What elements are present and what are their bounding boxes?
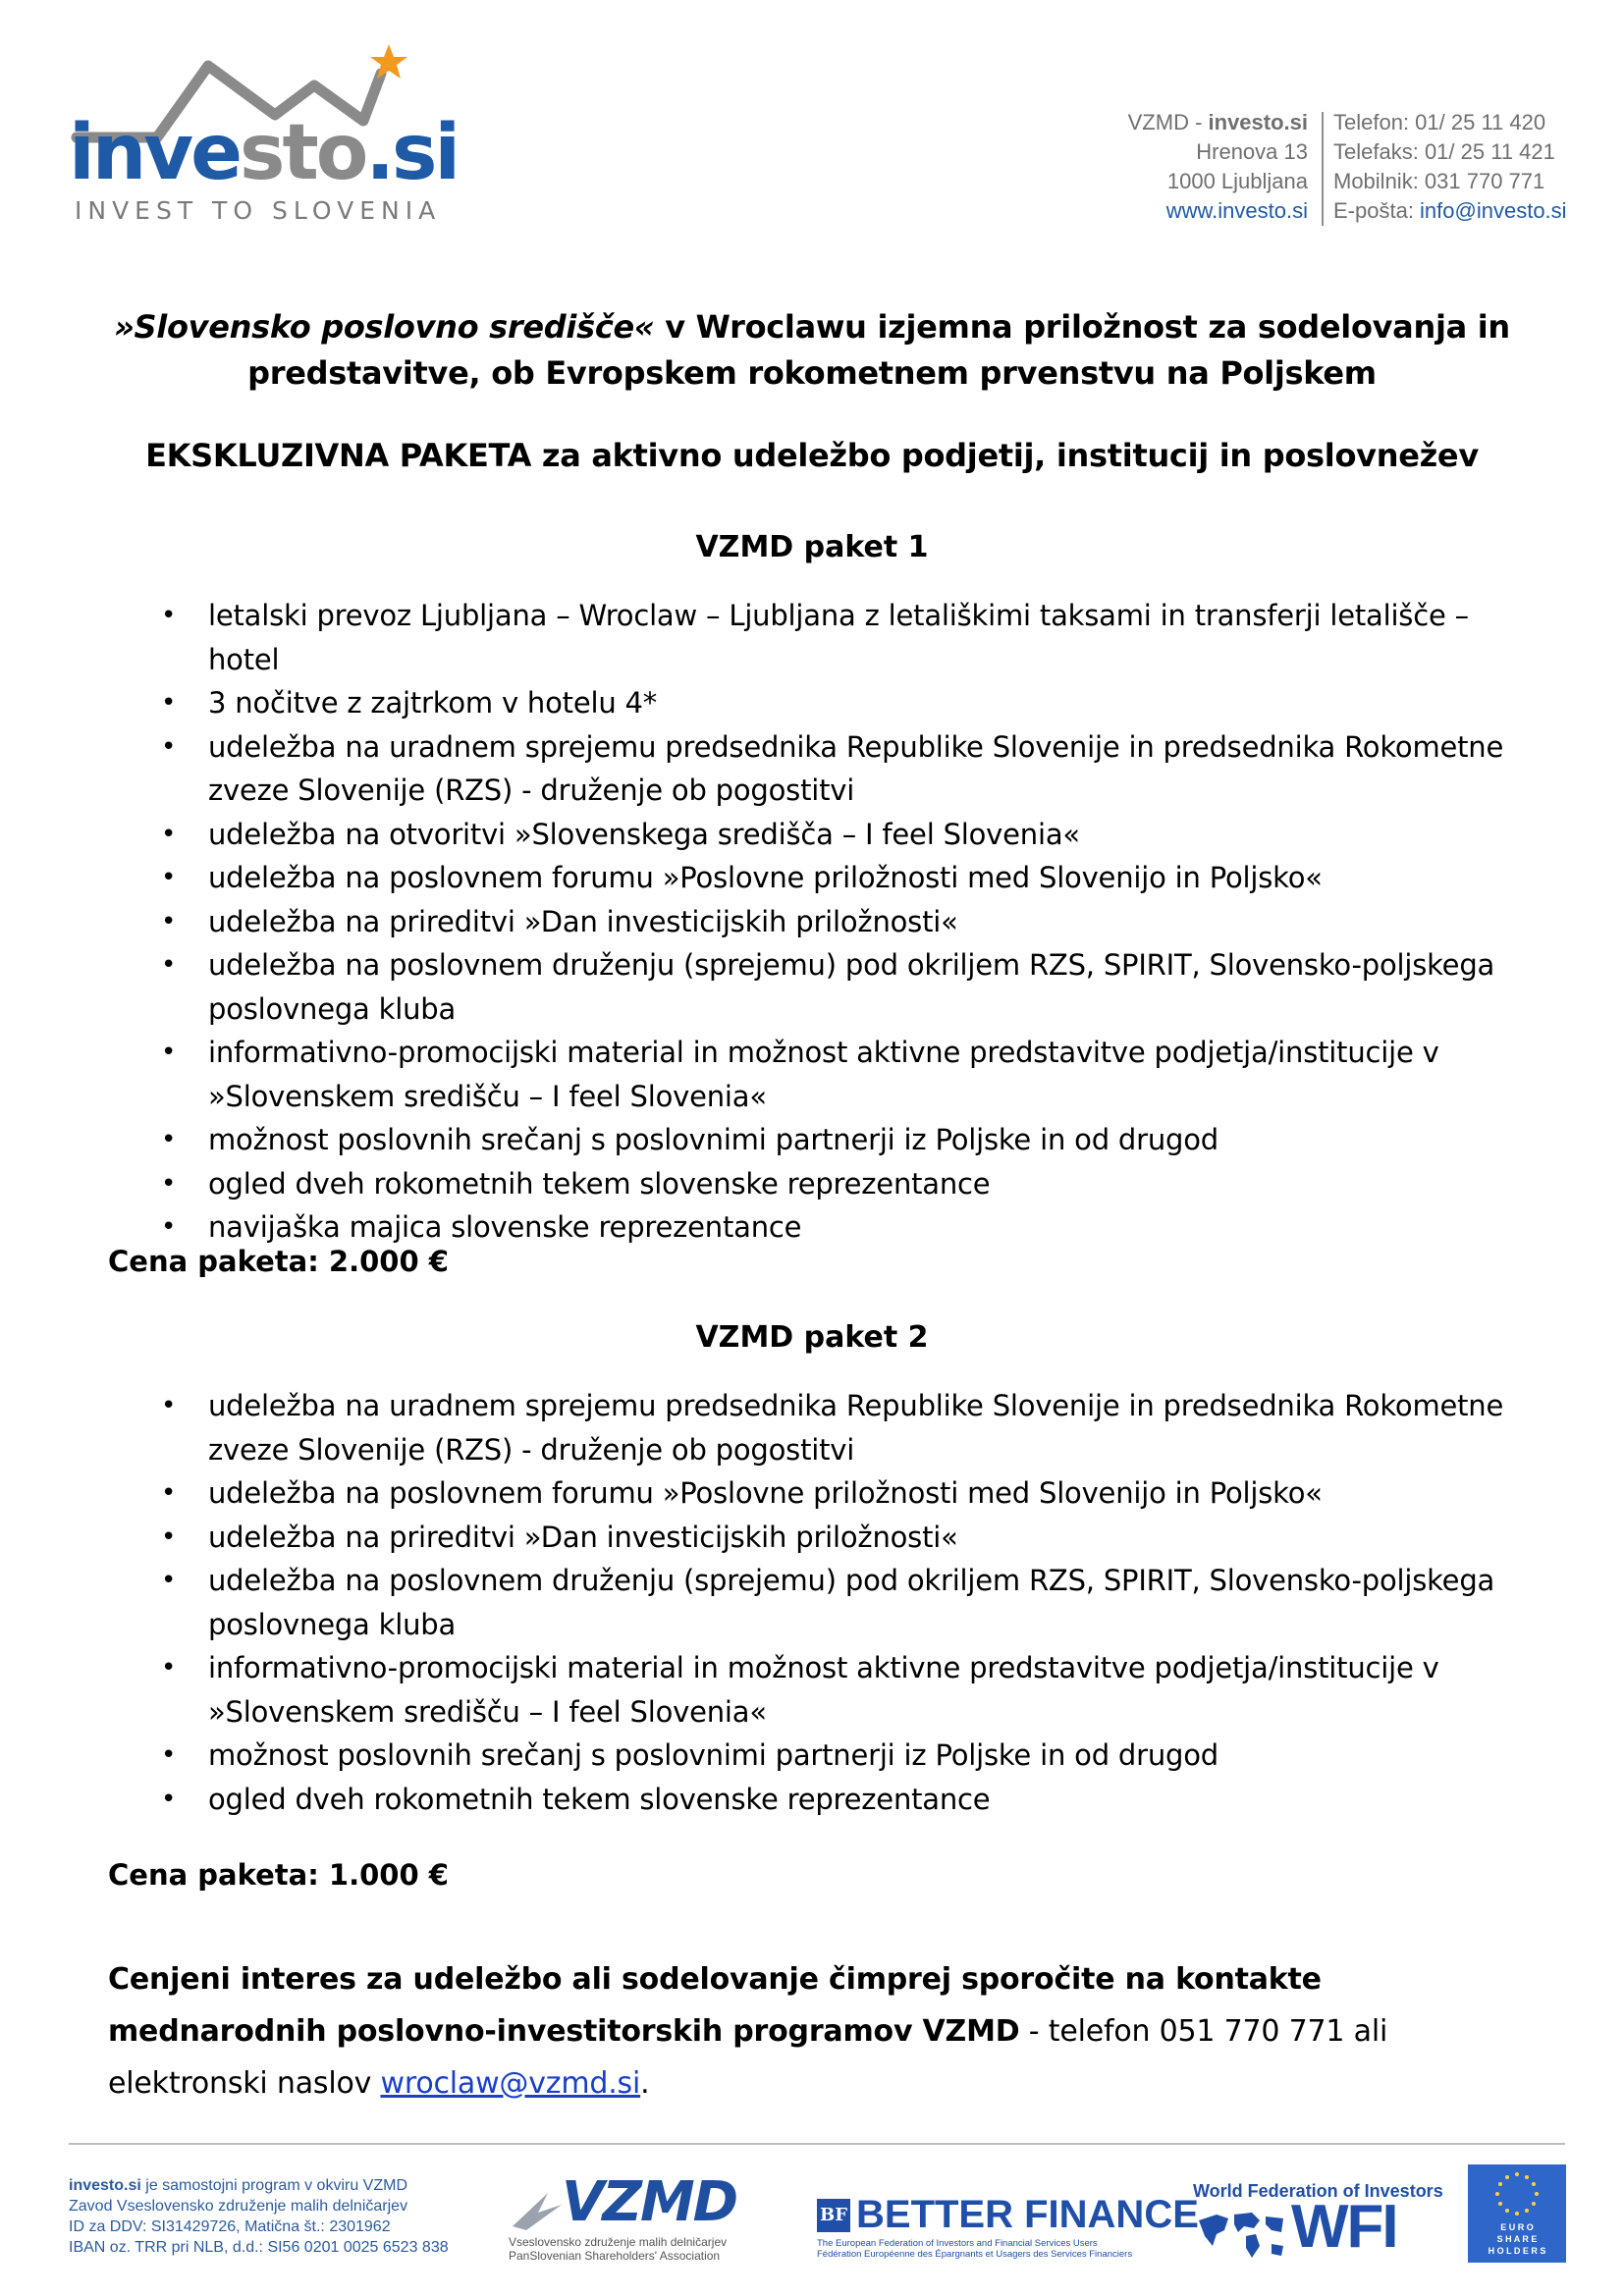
bullet-icon: • — [161, 1784, 177, 1814]
contact-website-link[interactable]: www.investo.si — [1165, 198, 1308, 223]
list-item: • udeležba na poslovnem druženju (sprejemu) pod okriljem RZS, SPIRIT, Slovensko-poljskega poslovnega kluba — [110, 1559, 1543, 1646]
bullet-icon: • — [161, 688, 177, 718]
bullet-icon: • — [161, 1125, 177, 1154]
bullet-icon: • — [161, 1478, 177, 1508]
footer-info — [69, 2175, 449, 2258]
list-item: • letalski prevoz Ljubljana – Wroclaw – Ljubljana z letališkimi taksami in transferji letališče – hotel — [110, 594, 1543, 681]
bullet-icon: • — [161, 1212, 177, 1242]
bullet-icon: • — [161, 1168, 177, 1199]
wfi-logo-name: WFI — [1291, 2193, 1397, 2261]
investo-logo — [69, 44, 459, 231]
contact-paragraph: Cenjeni interes za udeležbo ali sodelovanje čimprej sporočite na kontakte mednarodnih poslovno-investitorskih programov VZMD - telefon 051 770 771 ali elektronski naslov wroclaw@vzmd.si. — [108, 1962, 1388, 2101]
logo-wordmark: investo.si — [69, 109, 459, 197]
world-map-icon — [1195, 2207, 1288, 2266]
bullet-icon: • — [161, 1740, 177, 1770]
package-1-heading: VZMD paket 1 — [695, 530, 929, 564]
footer-line-2: Zavod Vseslovensko združenje malih delničarjev — [69, 2198, 408, 2215]
bullet-icon: • — [161, 601, 177, 630]
package-1-price: Cena paketa: 2.000 € — [108, 1245, 449, 1278]
contact-email: E-pošta: info@investo.si — [1333, 198, 1567, 223]
list-item: • udeležba na uradnem sprejemu predsednika Republike Slovenije in predsednika Rokometne zveze Slovenije (RZS) - druženje ob pogostitvi — [110, 1384, 1543, 1471]
list-item: • informativno-promocijski material in možnost aktivne predstavitve podjetja/institucije v »Slovenskem središču – I feel Slovenia« — [110, 1031, 1543, 1118]
logo-tagline: INVEST TO SLOVENIA — [75, 196, 442, 225]
list-item: • udeležba na uradnem sprejemu predsednika Republike Slovenije in predsednika Rokometne zveze Slovenije (RZS) - druženje ob pogostitvi — [110, 725, 1543, 813]
footer-line-4: IBAN oz. TRR pri NLB, d.d.: SI56 0201 0025 6523 838 — [69, 2239, 449, 2256]
title-line-1: »Slovensko poslovno središče« v Wroclawu izjemna priložnost za sodelovanja in — [114, 308, 1510, 346]
contact-phone: Telefon: 01/ 25 11 420 — [1333, 110, 1546, 134]
vzmd-logo-subtitle: Vseslovensko združenje malih delničarjev PanSlovenian Shareholders' Association — [509, 2235, 728, 2263]
package-2-heading: VZMD paket 2 — [695, 1320, 929, 1355]
bullet-icon: • — [161, 906, 177, 936]
vzmd-logo-name: VZMD — [562, 2170, 737, 2234]
list-item: • možnost poslovnih srečanj s poslovnimi partnerji iz Poljske in od drugod — [110, 1734, 1543, 1778]
euroshareholders-text: E U R O S H A R E H O L D E R S — [1488, 2222, 1546, 2256]
header-contact — [1080, 108, 1571, 231]
better-finance-subtitle: The European Federation of Investors and Financial Services Users Fédération Européenne des Épargnants et Usagers des Services Financiers — [817, 2238, 1133, 2260]
email-link[interactable]: wroclaw@vzmd.si — [380, 2066, 641, 2101]
contact-fax: Telefaks: 01/ 25 11 421 — [1333, 139, 1555, 164]
document-title — [108, 304, 1516, 397]
package-2-list — [110, 1384, 1543, 1821]
vzmd-swoosh-icon — [509, 2187, 564, 2234]
better-finance-name: BETTER FINANCE — [856, 2193, 1199, 2236]
bullet-icon: • — [161, 819, 177, 849]
list-item: • udeležba na poslovnem forumu »Poslovne priložnosti med Slovenijo in Poljsko« — [110, 856, 1543, 900]
bullet-icon: • — [161, 1653, 177, 1682]
list-item: • ogled dveh rokometnih tekem slovenske reprezentance — [110, 1162, 1543, 1206]
wfi-logo-top: World Federation of Investors — [1193, 2181, 1443, 2201]
bullet-icon: • — [161, 731, 177, 762]
bullet-icon: • — [161, 950, 177, 980]
better-finance-mark: BF — [817, 2199, 850, 2232]
list-item: • udeležba na prireditvi »Dan investicijskih priložnosti« — [110, 900, 1543, 944]
bullet-icon: • — [161, 1038, 177, 1067]
contact-city: 1000 Ljubljana — [1166, 169, 1308, 193]
package-1-list — [110, 594, 1543, 1250]
contact-street: Hrenova 13 — [1196, 139, 1308, 164]
list-item: • udeležba na poslovnem druženju (sprejemu) pod okriljem RZS, SPIRIT, Slovensko-poljskega poslovnega kluba — [110, 943, 1543, 1031]
contact-paragraph-bold: Cenjeni interes za udeležbo ali sodelovanje čimprej sporočite na kontakte mednarodnih poslovno-investitorskih programov VZMD — [108, 1962, 1322, 2049]
package-2-price: Cena paketa: 1.000 € — [108, 1858, 449, 1892]
euroshareholders-logo — [1468, 2164, 1566, 2263]
eu-stars-icon — [1468, 2164, 1566, 2223]
list-item: • možnost poslovnih srečanj s poslovnimi partnerji iz Poljske in od drugod — [110, 1118, 1543, 1162]
bullet-icon: • — [161, 863, 177, 892]
footer-line-3: ID za DDV: SI31429726, Matična št.: 2301962 — [69, 2218, 391, 2235]
list-item: • ogled dveh rokometnih tekem slovenske reprezentance — [110, 1778, 1543, 1822]
document-subtitle: EKSKLUZIVNA PAKETA za aktivno udeležbo podjetij, institucij in poslovnežev — [145, 437, 1479, 474]
list-item: • udeležba na prireditvi »Dan investicijskih priložnosti« — [110, 1516, 1543, 1560]
contact-paragraph-text: - telefon 051 770 771 ali elektronski naslov — [108, 2014, 1388, 2101]
footer-line-1: investo.si je samostojni program v okviru VZMD — [69, 2177, 407, 2194]
bullet-icon: • — [161, 1391, 177, 1420]
contact-divider — [1322, 112, 1324, 226]
vzmd-logo — [509, 2170, 774, 2265]
contact-org: VZMD - investo.si — [1127, 110, 1308, 134]
list-item: • 3 nočitve z zajtrkom v hotelu 4* — [110, 681, 1543, 725]
list-item: • udeležba na poslovnem forumu »Poslovne priložnosti med Slovenijo in Poljsko« — [110, 1471, 1543, 1516]
list-item: • navijaška majica slovenske reprezentance — [110, 1205, 1543, 1250]
bullet-icon: • — [161, 1566, 177, 1595]
bullet-icon: • — [161, 1522, 177, 1552]
contact-mobile: Mobilnik: 031 770 771 — [1333, 169, 1545, 193]
list-item: • udeležba na otvoritvi »Slovenskega središča – I feel Slovenia« — [110, 813, 1543, 857]
contact-address — [1128, 108, 1308, 226]
title-line-2: predstavitve, ob Evropskem rokometnem prvenstvu na Poljskem — [247, 354, 1377, 392]
contact-email-link[interactable]: info@investo.si — [1420, 198, 1567, 223]
contact-numbers — [1333, 108, 1567, 226]
list-item: • informativno-promocijski material in možnost aktivne predstavitve podjetja/institucije v »Slovenskem središču – I feel Slovenia« — [110, 1646, 1543, 1734]
better-finance-logo — [817, 2193, 1199, 2266]
wfi-logo — [1193, 2181, 1443, 2269]
footer-divider — [69, 2143, 1565, 2145]
